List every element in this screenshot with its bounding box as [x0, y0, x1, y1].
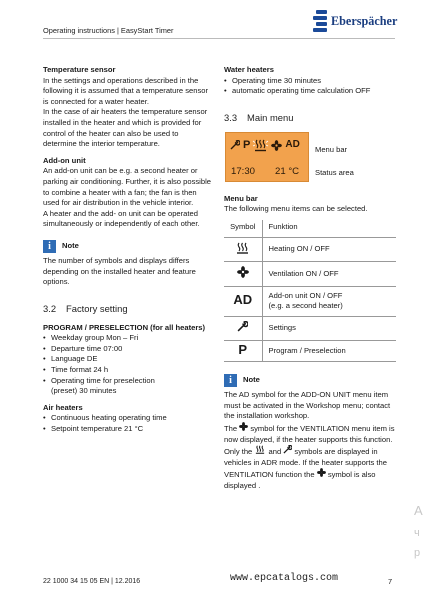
- table-cell-function: Heating ON / OFF: [262, 237, 396, 262]
- note-text: The number of symbols and displays differs depending on the installed heater and feature options.: [43, 255, 196, 287]
- table-header-row: [224, 220, 396, 237]
- info-icon: i: [224, 374, 237, 387]
- addon-ad-icon: AD: [233, 292, 253, 308]
- fan-icon: [271, 140, 282, 151]
- heating-icon: [252, 139, 269, 152]
- note-paragraph-1: The AD symbol for the ADD-ON UNIT menu item must be activated in the Workshop menu; contact the installation workshop.: [224, 390, 391, 421]
- section-number: 3.3: [224, 111, 238, 123]
- air-heaters-heading: Air heaters: [43, 402, 83, 412]
- note-label: Note: [243, 375, 260, 385]
- table-header-function: Funktion: [262, 220, 396, 237]
- brand-logo: [313, 8, 397, 34]
- page-header: [0, 0, 424, 42]
- right-column: [224, 65, 396, 491]
- list-item: • Time format 24 h: [43, 365, 213, 376]
- table-cell-function: Settings: [262, 316, 396, 340]
- table-row: [224, 340, 396, 362]
- info-icon: i: [43, 240, 56, 253]
- table-cell-function: Add-on unit ON / OFF: [268, 290, 343, 300]
- brand-name: Eberspächer: [331, 13, 398, 28]
- temperature-sensor-paragraph-2: In the case of air heaters the temperature sensor installed in the heater and which is provided for control of the heater can also be used to determine the interior temperature.: [43, 107, 208, 149]
- wrench-icon: [237, 321, 248, 332]
- table-header-symbol: Symbol: [224, 220, 262, 237]
- program-p-icon: P: [238, 341, 248, 357]
- fan-icon: [317, 468, 326, 477]
- water-heaters-list: [224, 76, 396, 97]
- program-list: [43, 333, 213, 397]
- edge-glyph: р: [414, 547, 421, 559]
- display-temperature: 21 °C: [275, 165, 300, 177]
- header-title: Operating instructions | EasyStart Timer: [43, 26, 174, 35]
- heating-icon: [254, 445, 266, 454]
- addon-unit-heading: Add-on unit: [43, 155, 86, 165]
- list-item: • Departure time 07:00: [43, 344, 213, 355]
- fan-icon: [237, 266, 249, 278]
- status-area-label: Status area: [315, 167, 354, 177]
- table-cell-function-note: (e.g. a second heater): [268, 301, 343, 311]
- air-heaters-list: [43, 413, 213, 434]
- menu-bar-heading: Menu bar: [224, 193, 258, 203]
- list-item: • Operating time 30 minutes: [224, 76, 396, 87]
- menu-bar-label: Menu bar: [315, 144, 348, 154]
- wrench-icon: [230, 140, 240, 150]
- program-heading: PROGRAM / PRESELECTION (for all heaters): [43, 322, 206, 332]
- temperature-sensor-paragraph-1: In the settings and operations described in the following it is assumed that a temperature sensor is connected for a water heater.: [43, 75, 209, 106]
- display-ad-symbol: AD: [285, 138, 300, 150]
- table-row: [224, 316, 396, 340]
- table-row: [224, 237, 396, 262]
- note-paragraph-3: Only the and symbols are displayed in vehicles in ADR mode. If the heater supports the VENTILATION function the symbol is also displayed .: [224, 447, 387, 490]
- section-title: Factory setting: [66, 302, 128, 314]
- menu-symbols-table: [224, 220, 396, 362]
- edge-glyph: A: [414, 503, 423, 518]
- fan-icon: [239, 422, 248, 431]
- footer-watermark: www.epcatalogs.com: [230, 573, 339, 584]
- note-header: [43, 240, 213, 253]
- table-row: [224, 262, 396, 287]
- note-label: Note: [62, 241, 79, 251]
- display-p-symbol: P: [243, 138, 251, 151]
- list-item: • Setpoint temperature 21 °C: [43, 424, 213, 435]
- left-column: [43, 65, 213, 435]
- table-cell-function: Ventilation ON / OFF: [262, 262, 396, 287]
- brand-logo-icon: [313, 9, 327, 33]
- wrench-icon: [283, 445, 292, 454]
- list-item: • automatic operating time calculation OFF: [224, 86, 396, 97]
- footer-doc-id: 22 1000 34 15 05 EN | 12.2016: [43, 578, 141, 585]
- note-paragraph-2: The symbol for the VENTILATION menu item is now displayed, if the heater supports this function.: [224, 423, 395, 444]
- section-number: 3.2: [43, 302, 57, 314]
- list-item: • Language DE: [43, 354, 213, 365]
- heating-icon: [235, 242, 250, 254]
- table-cell-function: Program / Preselection: [262, 340, 396, 362]
- page-number: 7: [388, 577, 393, 586]
- section-heading-factory: [43, 303, 213, 315]
- table-row: [224, 286, 396, 316]
- addon-unit-paragraph-1: An add-on unit can be e.g. a second heater or parking air conditioning. Further, it is also possible to combine a heater with a fan; the fan is then used for air distribution in the vehicle interior.: [43, 166, 211, 208]
- section-heading-main-menu: [224, 112, 396, 124]
- addon-ad-icon: AD: [238, 390, 250, 400]
- list-item: • Weekday group Mon – Fri: [43, 333, 213, 344]
- edge-glyph: ч: [414, 527, 420, 539]
- water-heaters-heading: Water heaters: [224, 65, 274, 74]
- display-illustration: [224, 132, 396, 186]
- list-item: • Continuous heating operating time: [43, 413, 213, 424]
- header-rule: [43, 38, 395, 39]
- timer-display: [225, 132, 309, 182]
- note-header: [224, 374, 396, 387]
- temperature-sensor-heading: Temperature sensor: [43, 65, 116, 74]
- section-title: Main menu: [247, 111, 294, 123]
- menu-bar-text: The following menu items can be selected.: [224, 204, 368, 214]
- display-menu-bar: [230, 139, 300, 152]
- list-item: • Operating time for preselection (preset) 30 minutes: [43, 376, 213, 397]
- addon-unit-paragraph-2: A heater and the add- on unit can be operated simultaneously or independently of each other.: [43, 208, 200, 229]
- display-time: 17:30: [231, 165, 256, 177]
